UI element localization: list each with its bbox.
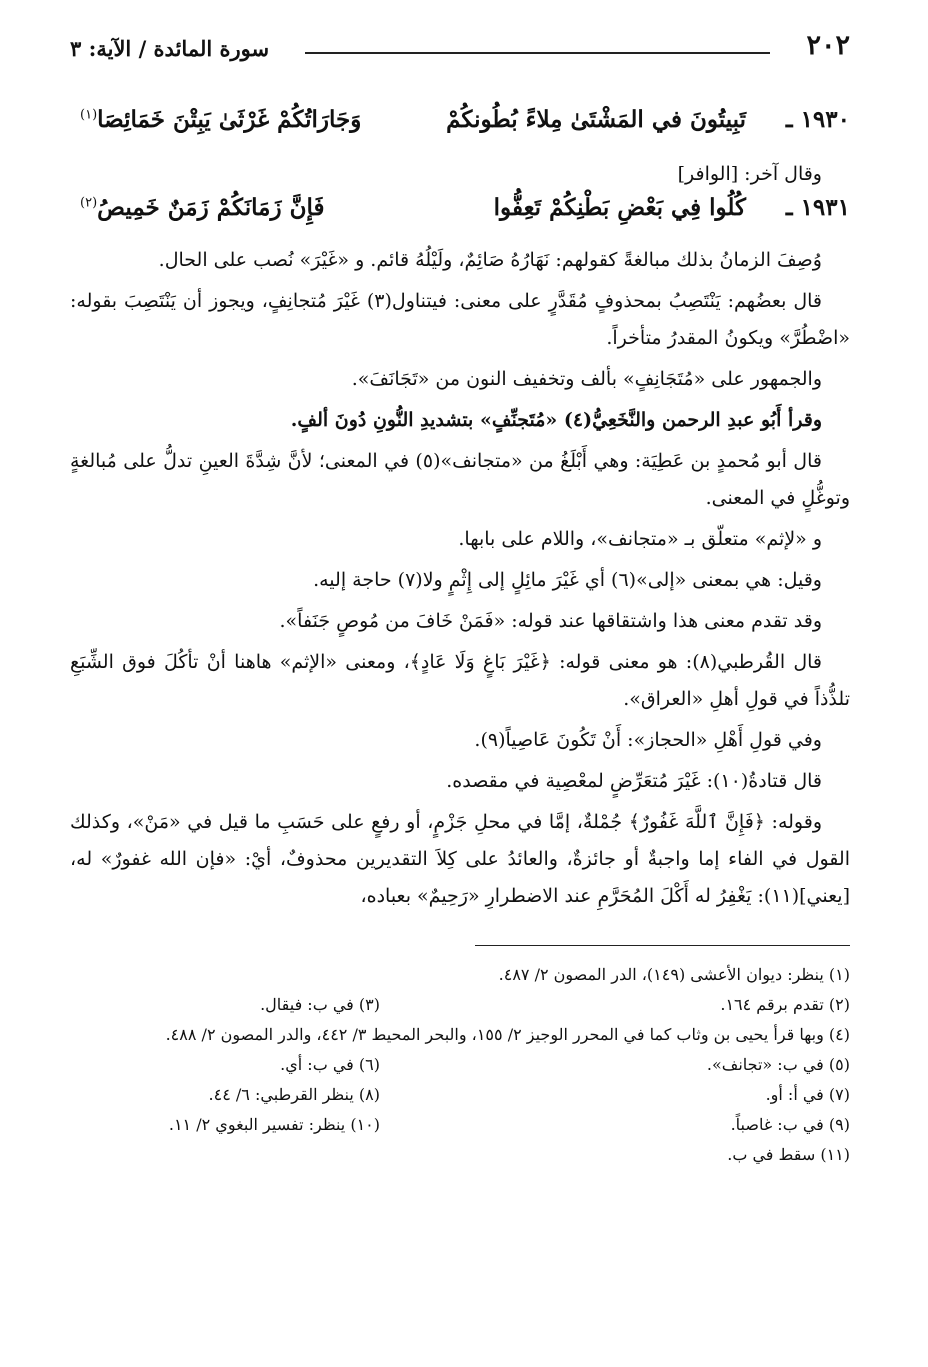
paragraph: والجمهور على «مُتَجَانِفٍ» بألف وتخفيف النون من «تَجَانَفَ». — [351, 368, 822, 390]
footnote: (٣) في ب: فيقال. — [260, 995, 380, 1014]
footnote: (٩) في ب: غاصباً. — [730, 1115, 850, 1134]
paragraph: قال القُرطبي(٨): هو معنى قوله: ﴿غَيْرَ بَاغٍ وَلَا عَادٍ﴾، ومعنى «الإثم» هاهنا أنْ تأكُلَ فوق الشِّبَعِ تلذُّذاً في قولِ أهلِ «العراق». — [70, 651, 850, 710]
paragraph: وقيل: هي بمعنى «إلى»(٦) أي غَيْرَ مائِلٍ إلى إِثْمٍ ولا(٧) حاجة إليه. — [313, 569, 822, 591]
verse-number: ١٩٣٠ ـ — [785, 106, 850, 133]
page-number: ٢٠٢ — [806, 30, 850, 61]
paragraph: وقد تقدم معنى هذا واشتقاقها عند قوله: «فَمَنْ خَافَ من مُوصٍ جَنَفاً». — [279, 610, 822, 632]
verse-second-hemistich: فَإِنَّ زَمَانَكُمْ زَمَنٌ خَمِيصُ$^{(٢)}$ — [80, 194, 325, 221]
footnote: (٢) تقدم برقم ١٦٤. — [720, 995, 850, 1014]
footnote: (٧) في أ: أو. — [765, 1085, 850, 1104]
footnote: (٦) في ب: أي. — [280, 1055, 380, 1074]
header-rule — [305, 52, 770, 54]
footnote-rule — [475, 945, 850, 946]
verse-first-hemistich: تَبِيتُونَ في المَشْتَىٰ مِلاءً بُطُونكُمْ — [446, 106, 746, 133]
book-page — [70, 30, 850, 1350]
footnote-ref: (١) — [80, 107, 98, 123]
footnote: (١٠) ينظر: تفسير البغوي ٢/ ١١. — [168, 1115, 380, 1134]
paragraph: قال قتادةُ(١٠): غَيْرَ مُتعَرِّضٍ لمعْصِية في مقصده. — [446, 770, 822, 792]
paragraph: وقوله: ﴿فَإِنَّ ٱللَّهَ غَفُورٌ﴾ جُمْلةٌ، إمَّا في محلِ جَزْمٍ، أو رفعٍ على حَسَبِ ما قيل في «مَنْ»، وكذلك القول في الفاء إما واجبةٌ أو جائزةٌ، والعائدُ على كِلاَ التقديرين محذوفٌ، أيْ: «فإن الله غفورٌ» له، [يعني](١١): يَغْفِرُ له أَكْلَ المُحَرَّمِ عند الاضطرارِ «رَحِيمٌ» بعباده، — [70, 811, 850, 907]
verse-first-hemistich: كُلُوا فِي بَعْضِ بَطْنِكُمْ تَعِفُّوا — [493, 194, 746, 221]
paragraph: و «لإثم» متعلّق بـ «متجانف»، واللام على بابها. — [458, 528, 822, 550]
verse-second-hemistich: وَجَارَاتُكُمْ غَرْثَىٰ يَبِتْنَ خَمَائِصَا$^{(١)}$ — [80, 106, 362, 133]
running-title: سورة المائدة / الآية: ٣ — [70, 36, 270, 61]
footnote: (١) ينظر: ديوان الأعشى (١٤٩)، الدر المصون ٢/ ٤٨٧. — [498, 965, 850, 984]
paragraph: وُصِفَ الزمانُ بذلك مبالغةً كقولهم: نَهَارُهُ صَائِمٌ، ولَيْلُهُ قائم. و «غَيْرَ» نُصب على الحال. — [158, 249, 822, 271]
verse-number: ١٩٣١ ـ — [785, 194, 850, 221]
footnote-ref: (٢) — [80, 195, 98, 211]
footnote: (٤) وبها قرأ يحيى بن وثاب كما في المحرر الوجيز ٢/ ١٥٥، والبحر المحيط ٣/ ٤٤٢، والدر المصون ٢/ ٤٨٨. — [165, 1025, 850, 1044]
verse-1930 — [70, 106, 850, 154]
footnote: (٨) ينظر القرطبي: ٦/ ٤٤. — [208, 1085, 380, 1104]
paragraph: وفي قولِ أَهْلِ «الحجاز»: أَنْ تَكُونَ عَاصِياً(٩). — [474, 729, 822, 751]
body-text — [70, 242, 850, 915]
footnote: (١١) سقط في ب. — [727, 1145, 850, 1164]
page-header — [70, 30, 850, 70]
footnotes — [70, 960, 850, 1170]
footnote: (٥) في ب: «تجانف». — [706, 1055, 850, 1074]
meter-line: وقال آخر: [الوافر] — [677, 163, 822, 185]
paragraph: وقرأ أَبُو عبدِ الرحمن والنَّخَعِيُّ(٤) «مُتَجنِّفٍ» بتشديدِ النُّونِ دُونَ ألفٍ. — [290, 409, 822, 431]
paragraph: قال بعضُهم: يَنْتَصِبُ بمحذوفٍ مُقَدَّرٍ على معنى: فيتناول(٣) غَيْرَ مُتجانِفٍ، ويجوز أن يَنْتَصِبَ بقوله: «اضْطُرَّ» ويكونُ المقدرُ متأخراً. — [70, 290, 850, 349]
paragraph: قال أبو مُحمدٍ بن عَطِيَة: وهي أَبْلَغُ من «متجانف»(٥) في المعنى؛ لأنَّ شِدَّةَ العينِ تدلُّ على مُبالغةٍ وتوغُّلٍ في المعنى. — [70, 450, 850, 509]
verse-1931 — [70, 194, 850, 242]
